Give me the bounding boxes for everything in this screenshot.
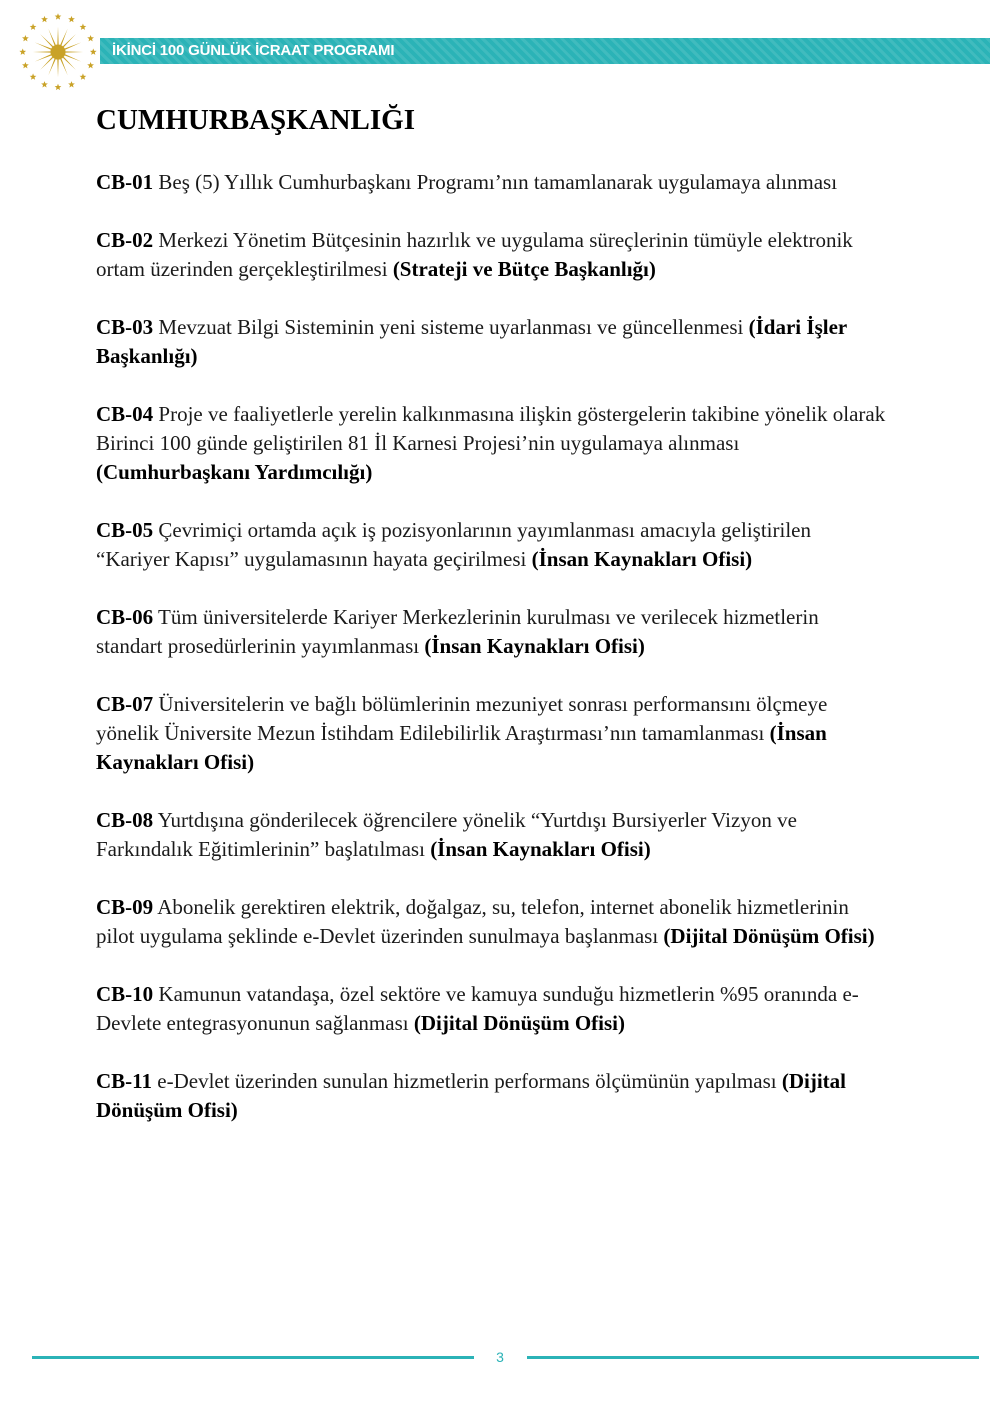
seal-star	[55, 84, 62, 90]
item-code: CB-06	[96, 605, 154, 629]
seal-star	[87, 35, 94, 41]
item-unit: (Strateji ve Bütçe Başkanlığı)	[392, 257, 656, 281]
seal-star	[55, 13, 62, 19]
footer-divider-left	[32, 1356, 474, 1359]
item-text: Üniversitelerin ve bağlı bölümlerinin mezuniyet sonrası performansını ölçmeye yönelik Üniversite Mezun İstihdam Edilebilirlik Araştırması’nın tamamlanması	[96, 692, 828, 745]
item-code: CB-10	[96, 982, 154, 1006]
list-item	[96, 226, 886, 284]
item-unit: (İnsan Kaynakları Ofisi)	[96, 721, 827, 774]
list-item	[96, 168, 886, 197]
seal-ray	[57, 27, 58, 45]
page-number: 3	[496, 1349, 504, 1365]
list-item	[96, 690, 886, 777]
item-code: CB-08	[96, 808, 154, 832]
item-code: CB-09	[96, 895, 154, 919]
item-unit: (İnsan Kaynakları Ofisi)	[531, 547, 753, 571]
seal-ray	[57, 60, 58, 78]
item-unit: (İnsan Kaynakları Ofisi)	[430, 837, 651, 861]
seal-star	[90, 48, 97, 54]
item-text: Abonelik gerektiren elektrik, doğalgaz, su, telefon, internet abonelik hizmetlerinin pilot uygulama şeklinde e-Devlet üzerinden sunulmaya başlanması	[96, 895, 849, 948]
list-item	[96, 516, 886, 574]
item-code: CB-02	[96, 228, 154, 252]
seal-star	[30, 24, 37, 30]
item-unit: (İnsan Kaynakları Ofisi)	[424, 634, 645, 658]
list-item	[96, 400, 886, 487]
seal-ray	[33, 51, 51, 52]
item-unit: (Dijital Dönüşüm Ofisi)	[663, 924, 875, 948]
list-item	[96, 1067, 886, 1125]
item-unit: (Cumhurbaşkanı Yardımcılığı)	[96, 460, 373, 484]
item-code: CB-03	[96, 315, 154, 339]
item-text: Proje ve faaliyetlerle yerelin kalkınmasına ilişkin göstergelerin takibine yönelik olarak Birinci 100 günde geliştirilen 81 İl Karnesi Projesi’nin uygulamaya alınması	[96, 402, 886, 455]
seal-star	[80, 73, 87, 79]
presidential-seal-icon	[16, 10, 100, 94]
item-unit: (Dijital Dönüşüm Ofisi)	[413, 1011, 626, 1035]
item-text: Çevrimiçi ortamda açık iş pozisyonlarının yayımlanması amacıyla geliştirilen “Kariyer Kapısı” uygulamasının hayata geçirilmesi	[96, 518, 811, 571]
seal-star	[68, 16, 75, 22]
list-item	[96, 313, 886, 371]
banner-title: İKİNCİ 100 GÜNLÜK İCRAAT PROGRAMI	[112, 42, 395, 59]
item-text: Merkezi Yönetim Bütçesinin hazırlık ve uygulama süreçlerinin tümüyle elektronik ortam üzerinden gerçekleştirilmesi	[96, 228, 853, 281]
item-text: Mevzuat Bilgi Sisteminin yeni sisteme uyarlanması ve güncellenmesi	[158, 315, 744, 339]
program-items-list	[96, 168, 886, 1154]
seal-ray	[66, 51, 84, 52]
item-text: Tüm üniversitelerde Kariyer Merkezlerinin kurulması ve verilecek hizmetlerin standart prosedürlerinin yayımlanması	[96, 605, 819, 658]
item-code: CB-11	[96, 1069, 153, 1093]
seal-star	[41, 81, 48, 87]
list-item	[96, 980, 886, 1038]
item-code: CB-01	[96, 170, 154, 194]
list-item	[96, 806, 886, 864]
item-code: CB-07	[96, 692, 154, 716]
list-item	[96, 603, 886, 661]
footer-divider-right	[527, 1356, 979, 1359]
seal-star	[30, 73, 37, 79]
seal-star	[22, 62, 29, 68]
item-unit: (Dijital Dönüşüm Ofisi)	[96, 1069, 846, 1122]
seal-star	[19, 48, 26, 54]
item-text: Beş (5) Yıllık Cumhurbaşkanı Programı’nın tamamlanarak uygulamaya alınması	[158, 170, 838, 194]
page-title: CUMHURBAŞKANLIĞI	[96, 104, 416, 136]
seal-star	[87, 62, 94, 68]
item-code: CB-04	[96, 402, 154, 426]
seal-star	[68, 81, 75, 87]
seal-sun-core	[50, 44, 65, 59]
seal-star	[22, 35, 29, 41]
item-unit: (İdari İşler Başkanlığı)	[96, 315, 847, 368]
item-code: CB-05	[96, 518, 154, 542]
seal-star	[80, 24, 87, 30]
item-text: Kamunun vatandaşa, özel sektöre ve kamuya sunduğu hizmetlerin %95 oranında e-Devlete entegrasyonunun sağlanması	[96, 982, 859, 1035]
list-item	[96, 893, 886, 951]
seal-star	[41, 16, 48, 22]
item-text: e-Devlet üzerinden sunulan hizmetlerin performans ölçümünün yapılması	[157, 1069, 777, 1093]
header-banner	[100, 38, 990, 64]
item-text: Yurtdışına gönderilecek öğrencilere yönelik “Yurtdışı Bursiyerler Vizyon ve Farkındalık Eğitimlerinin” başlatılması	[96, 808, 797, 861]
